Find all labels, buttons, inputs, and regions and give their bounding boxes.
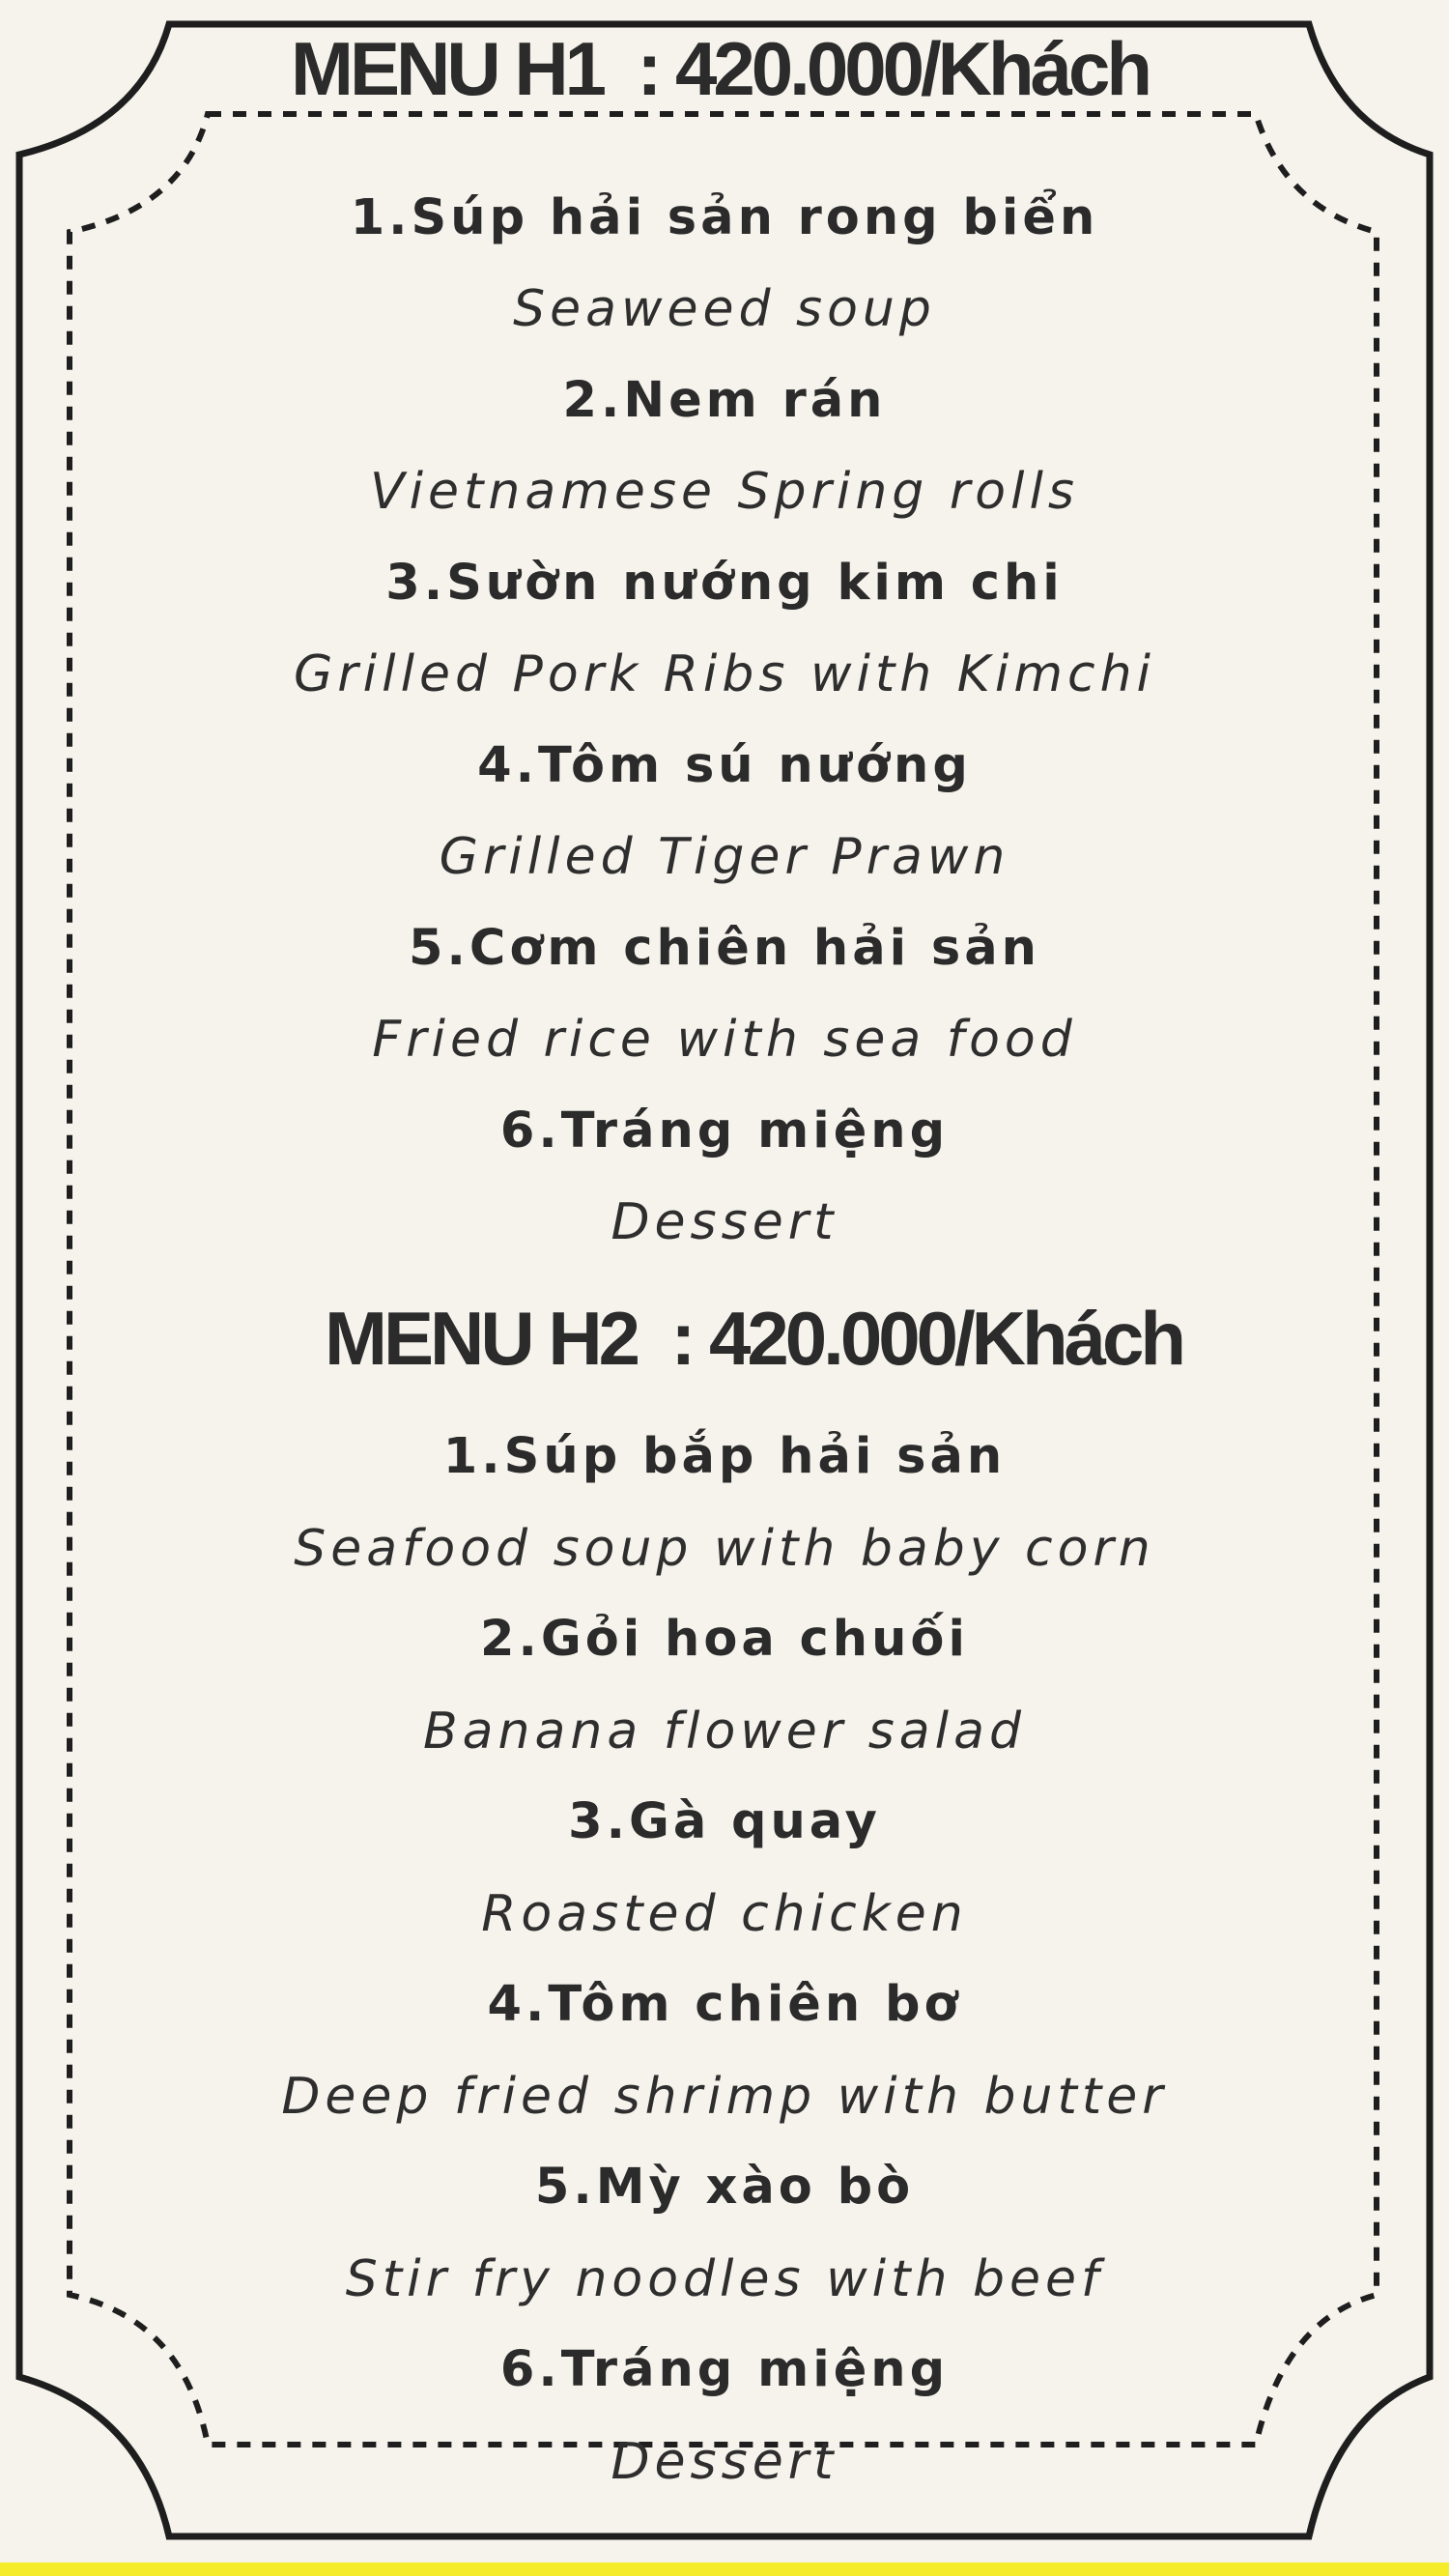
menu-h1-item-3-vn: 3.Sườn nướng kim chi [385,555,1064,612]
menu-h2-item-4-en: Deep fried shrimp with butter [281,2068,1168,2126]
bottom-yellow-band [0,2562,1449,2576]
menu-h1-item-6-vn: 6.Tráng miệng [499,1102,950,1159]
menu-h1-item-2-en: Vietnamese Spring rolls [370,463,1079,521]
menu-h1-item-4-en: Grilled Tiger Prawn [439,828,1010,886]
menu-h1-item-1-vn: 1.Súp hải sản rong biển [350,189,1099,246]
menu-h2-item-3-vn: 3.Gà quay [568,1793,881,1850]
menu-h1-item-1-en: Seaweed soup [513,280,936,338]
menu-h1-item-2-vn: 2.Nem rán [562,372,887,429]
menu-h2-title: MENU H2 : 420.000/Khách [324,1296,1183,1381]
menu-h1-item-6-en: Dessert [611,1193,838,1251]
menu-h2-item-5-en: Stir fry noodles with beef [345,2250,1104,2308]
menu-h2-item-3-en: Roasted chicken [481,1885,968,1943]
menu-h1-item-5-en: Fried rice with sea food [372,1011,1077,1069]
menu-h1-item-3-en: Grilled Pork Ribs with Kimchi [294,645,1155,703]
menu-h2-item-2-vn: 2.Gỏi hoa chuối [480,1611,969,1668]
menu-h2-item-6-vn: 6.Tráng miệng [499,2341,950,2398]
menu-h1-item-4-vn: 4.Tôm sú nướng [477,737,972,794]
menu-h2-item-1-en: Seafood soup with baby corn [294,1520,1155,1578]
menu-h2-item-4-vn: 4.Tôm chiên bơ [487,1976,962,2033]
menu-h2-item-1-vn: 1.Súp bắp hải sản [442,1428,1007,1485]
menu-h1-title: MENU H1 : 420.000/Khách [290,26,1150,111]
menu-h2-item-5-vn: 5.Mỳ xào bò [534,2159,915,2216]
menu-h1-item-5-vn: 5.Cơm chiên hải sản [409,920,1040,977]
menu-h2-item-2-en: Banana flower salad [423,1703,1026,1760]
menu-h2-item-6-en: Dessert [611,2433,838,2491]
